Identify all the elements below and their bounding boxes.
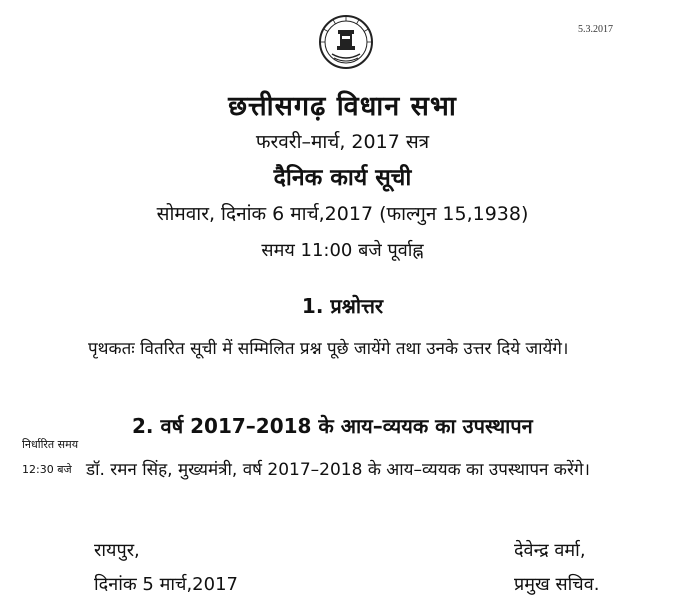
- item-1-heading: 1. प्रश्नोत्तर: [301, 294, 384, 318]
- item-1-body: पृथकतः वितरित सूची में सम्मिलित प्रश्न पूछे जायेंगे तथा उनके उत्तर दिये जायेंगे।: [88, 339, 569, 359]
- footer-place: रायपुर,: [94, 540, 140, 561]
- scheduled-time-value: 12:30 बजे: [22, 463, 72, 476]
- agenda-title: दैनिक कार्य सूची: [273, 165, 412, 191]
- time-line: समय 11:00 बजे पूर्वाह्न: [261, 240, 424, 261]
- footer-date: दिनांक 5 मार्च,2017: [94, 574, 238, 595]
- item-2-heading: 2. वर्ष 2017–2018 के आय–व्ययक का उपस्थापन: [132, 414, 533, 438]
- date-line: सोमवार, दिनांक 6 मार्च,2017 (फाल्गुन 15,1938): [156, 203, 529, 225]
- assembly-name: छत्तीसगढ़ विधान सभा: [228, 91, 457, 122]
- document-date: 5.3.2017: [578, 24, 613, 35]
- session-line: फरवरी–मार्च, 2017 सत्र: [255, 131, 430, 153]
- signatory-name: देवेन्द्र वर्मा,: [514, 540, 586, 561]
- state-emblem-icon: [318, 14, 374, 74]
- scheduled-time-label: निर्धारित समय: [22, 438, 79, 451]
- item-2-body: डॉ. रमन सिंह, मुख्यमंत्री, वर्ष 2017–2018 के आय–व्ययक का उपस्थापन करेंगे।: [86, 460, 590, 480]
- signatory-designation: प्रमुख सचिव.: [514, 574, 600, 595]
